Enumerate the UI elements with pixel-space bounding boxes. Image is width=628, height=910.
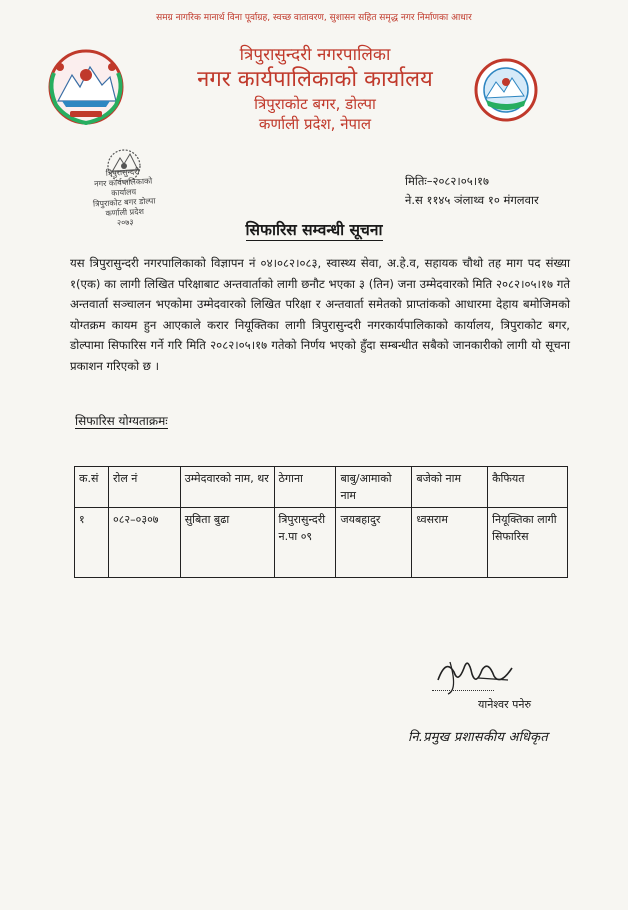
col-header-roll: रोल नं <box>108 467 180 508</box>
cell-candidate: सुबिता बुढा <box>180 508 274 578</box>
office-address: त्रिपुराकोट बगर, डोल्पा <box>254 95 376 113</box>
nepal-emblem-icon <box>44 45 128 127</box>
letterhead <box>150 44 480 134</box>
col-header-remarks: कैफियत <box>488 467 568 508</box>
date-miti: मितिः–२०८२।०५।१७ <box>405 174 490 188</box>
signer-name: यानेश्वर पनेरु <box>478 698 532 711</box>
cell-remarks: नियूक्तिका लागी सिफारिस <box>488 508 568 578</box>
header-slogan: समग्र नागरिक मानार्थ विना पूर्वाग्रह, स्वच्छ वातावरण, सुशासन सहित समृद्ध नगर निर्माणका आधार <box>156 13 472 23</box>
seal-text: त्रिपुरासुन्दरी नगर कार्यपालिकाको कार्यालय त्रिपुराकोट बगर डोल्पा कर्णाली प्रदेश २०७३ <box>92 167 156 228</box>
office-name: नगर कार्यपालिकाको कार्यालय <box>197 67 433 92</box>
table-header-row <box>75 467 568 508</box>
col-header-serial: क.सं <box>75 467 109 508</box>
signer-title: नि.प्रमुख प्रशासकीय अधिकृत <box>408 730 548 745</box>
notice-body: यस त्रिपुरासुन्दरी नगरपालिकाको विज्ञापन नं ०४।०८२।०८३, स्वास्थ्य सेवा, अ.हे.व, सहायक चौथो तह माग पद संख्या १(एक) का लागी लिखित परिक्षाबाट अन्तवार्ताको लागी छनौट भएका ३ (तिन) जना उम्मेदवारको मिति २०८२।०५।१७ गते अन्तवार्ता सञ्चालन भएकोमा उम्मेदवारको लिखित परिक्षा र अन्तवार्ता समेतको प्राप्तांकको आधारमा देहाय बमोजिमको योग्तक्रम कायम हुन आएकाले करार नियूक्तिका लागी त्रिपुरासुन्दरी नगरकार्यपालिकाको कार्यालय, त्रिपुराकोट बगर, डोल्पामा सिफारिस गर्ने गरि मिति २०८२।०५।१७ गतेको निर्णय भएको हुँदा सम्बन्धीत सबैको जानकारीको लागी यो सूचना प्रकाशन गरिएको छ । <box>70 256 570 373</box>
cell-serial: १ <box>75 508 109 578</box>
col-header-parent: बाबु/आमाको नाम <box>336 467 412 508</box>
recommendation-table <box>74 466 568 578</box>
municipality-logo-icon <box>474 58 538 122</box>
signature-line <box>432 690 494 691</box>
col-header-address: ठेगाना <box>274 467 336 508</box>
cell-grandparent: ध्वसराम <box>412 508 488 578</box>
cell-address: त्रिपुरासुन्दरी न.पा ०९ <box>274 508 336 578</box>
table-title: सिफारिस योग्यताक्रमः <box>75 414 168 428</box>
col-header-candidate: उम्मेदवारको नाम, थर <box>180 467 274 508</box>
cell-roll: ०८२–०३०७ <box>108 508 180 578</box>
province-name: कर्णाली प्रदेश, नेपाल <box>258 115 372 133</box>
cell-parent: जयबहादुर <box>336 508 412 578</box>
col-header-grandparent: बजेको नाम <box>412 467 488 508</box>
municipality-name: त्रिपुरासुन्दरी नगरपालिका <box>239 45 391 65</box>
table-row <box>75 508 568 578</box>
notice-title: सिफारिस सम्वन्धी सूचना <box>245 221 383 239</box>
date-block <box>405 172 539 210</box>
date-nepal-sambat: ने.स ११४५ ञंलाथ्व १० मंगलवार <box>405 193 539 207</box>
